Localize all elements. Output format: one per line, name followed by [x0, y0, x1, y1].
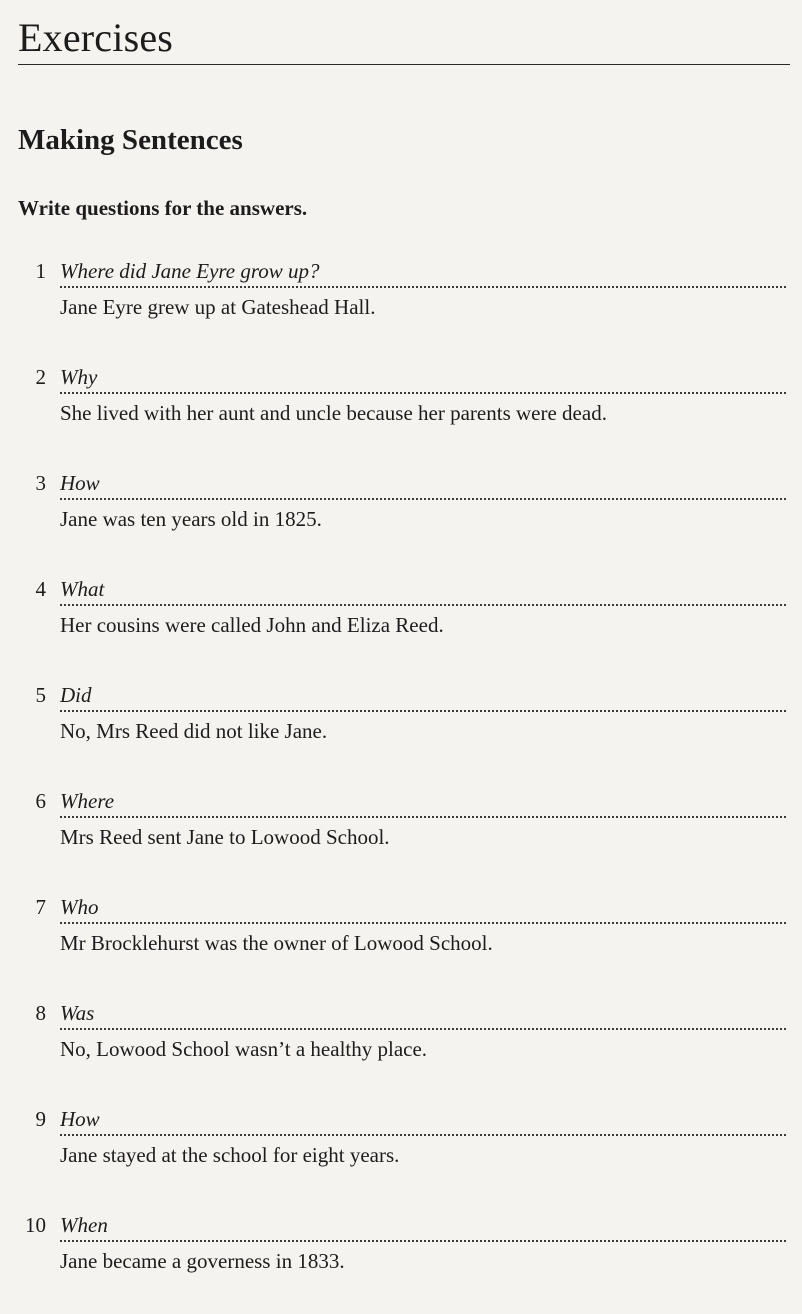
item-number: 10: [25, 1213, 46, 1237]
exercise-item-4: [0, 572, 802, 678]
question-prompt: How: [60, 471, 100, 495]
question-answer-line[interactable]: [60, 1104, 786, 1136]
question-prompt: How: [60, 1107, 100, 1131]
item-number: 9: [35, 1107, 46, 1131]
title-underline: [18, 64, 790, 65]
answer-text: Mr Brocklehurst was the owner of Lowood School.: [60, 931, 493, 955]
exercise-item-2: [0, 360, 802, 466]
question-answer-line[interactable]: [60, 574, 786, 606]
item-number: 1: [35, 259, 46, 283]
answer-text: No, Lowood School wasn’t a healthy place.: [60, 1037, 428, 1061]
question-prompt: Was: [60, 1001, 95, 1025]
exercise-item-6: [0, 784, 802, 890]
exercise-instruction: Write questions for the answers.: [18, 196, 308, 220]
answer-text: Jane Eyre grew up at Gateshead Hall.: [60, 295, 376, 319]
answer-text: She lived with her aunt and uncle because her parents were dead.: [60, 401, 607, 425]
question-answer-line[interactable]: [60, 786, 786, 818]
question-answer-line[interactable]: [60, 256, 786, 288]
section-heading: Making Sentences: [18, 124, 243, 156]
question-answer-line[interactable]: [60, 998, 786, 1030]
item-number: 4: [35, 577, 46, 601]
exercise-item-3: [0, 466, 802, 572]
answer-text: Her cousins were called John and Eliza Reed.: [60, 613, 444, 637]
question-answer-line[interactable]: [60, 680, 786, 712]
question-prompt: Why: [60, 365, 98, 389]
answer-text: No, Mrs Reed did not like Jane.: [60, 719, 328, 743]
answer-text: Jane was ten years old in 1825.: [60, 507, 322, 531]
question-prompt: What: [60, 577, 105, 601]
exercise-list: [0, 254, 802, 1314]
question-answer-line[interactable]: [60, 468, 786, 500]
item-number: 2: [35, 365, 46, 389]
exercise-item-5: [0, 678, 802, 784]
item-number: 5: [35, 683, 46, 707]
question-prompt: Where did Jane Eyre grow up?: [60, 259, 320, 283]
question-answer-line[interactable]: [60, 362, 786, 394]
answer-text: Mrs Reed sent Jane to Lowood School.: [60, 825, 390, 849]
question-prompt: Where: [60, 789, 115, 813]
page-title: Exercises: [18, 15, 174, 60]
exercise-item-1: [0, 254, 802, 360]
question-answer-line[interactable]: [60, 1210, 786, 1242]
exercise-item-8: [0, 996, 802, 1102]
question-answer-line[interactable]: [60, 892, 786, 924]
answer-text: Jane stayed at the school for eight years.: [60, 1143, 400, 1167]
question-prompt: Did: [60, 683, 92, 707]
answer-text: Jane became a governess in 1833.: [60, 1249, 345, 1273]
exercise-item-7: [0, 890, 802, 996]
exercise-item-10: [0, 1208, 802, 1314]
item-number: 7: [35, 895, 46, 919]
question-prompt: Who: [60, 895, 99, 919]
exercise-item-9: [0, 1102, 802, 1208]
item-number: 8: [35, 1001, 46, 1025]
item-number: 3: [35, 471, 46, 495]
question-prompt: When: [60, 1213, 108, 1237]
item-number: 6: [35, 789, 46, 813]
